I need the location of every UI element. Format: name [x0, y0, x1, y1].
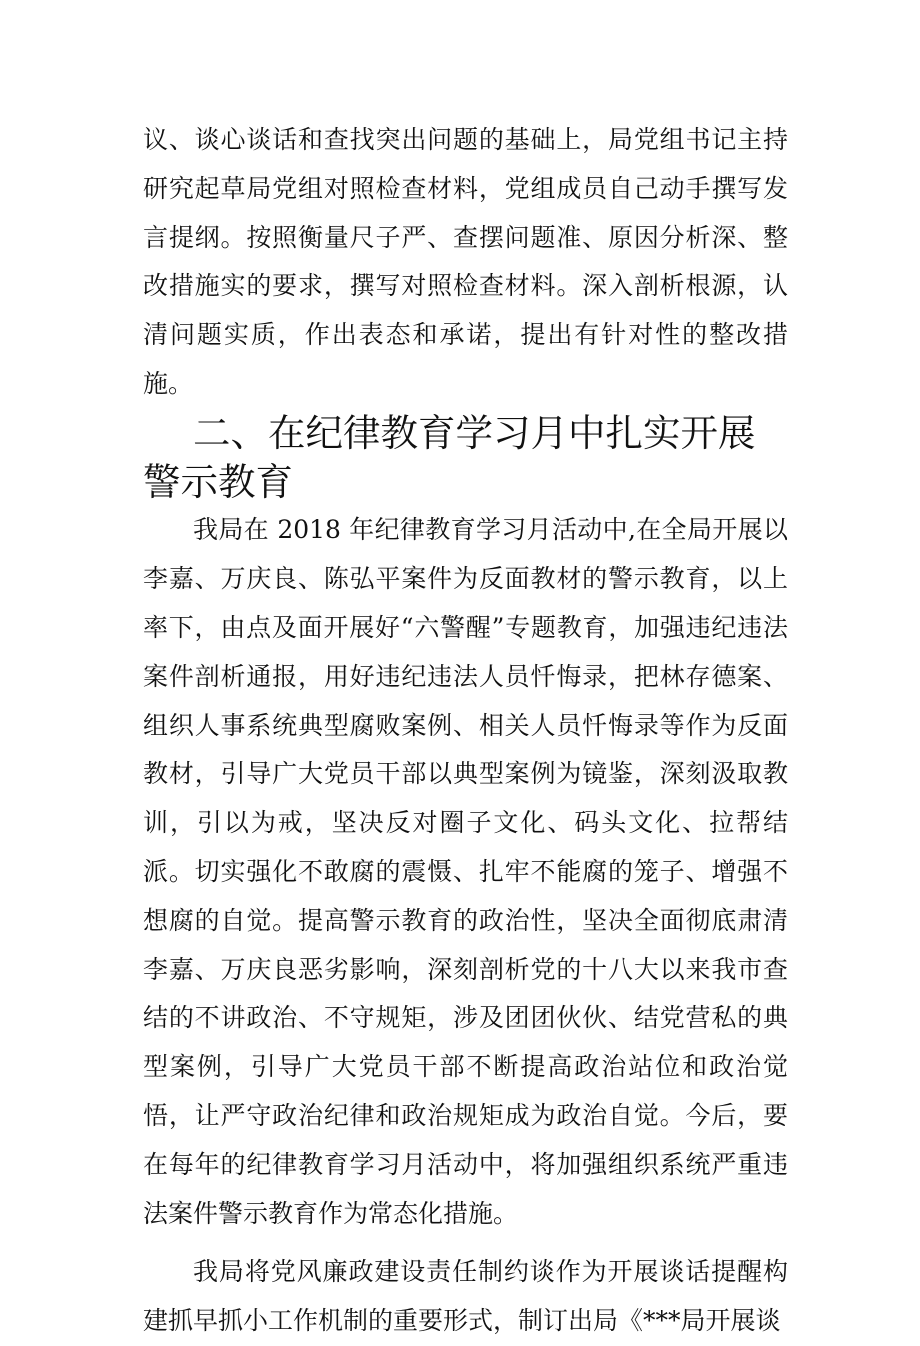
- paragraph-warning-education: 我局在 2018 年纪律教育学习月活动中,在全局开展以李嘉、万庆良、陈弘平案件为反面教材的警示教育，以上率下，由点及面开展好“六警醒”专题教育，加强违纪违法案件剖析通报，用好违纪违法人员忏悔录，把林存德案、组织人事系统典型腐败案例、相关人员忏悔录等作为反面教材，引导广大党员干部以典型案例为镜鉴，深刻汲取教训，引以为戒，坚决反对圈子文化、码头文化、拉帮结派。切实强化不敢腐的震慑、扎牢不能腐的笼子、增强不想腐的自觉。提高警示教育的政治性，坚决全面彻底肃清李嘉、万庆良恶劣影响，深刻剖析党的十八大以来我市查结的不讲政治、不守规矩，涉及团团伙伙、结党营私的典型案例，引导广大党员干部不断提高政治站位和政治觉悟，让严守政治纪律和政治规矩成为政治自觉。今后，要在每年的纪律教育学习月活动中，将加强组织系统严重违法案件警示教育作为常态化措施。: [143, 515, 788, 1228]
- paragraph-talk-reminder: 我局将党风廉政建设责任制约谈作为开展谈话提醒构建抓早抓小工作机制的重要形式，制订出局《***局开展谈: [143, 1257, 788, 1336]
- paragraph-spacer: [143, 1238, 788, 1248]
- document-body: [143, 116, 788, 1346]
- paragraph-continuation: 议、谈心谈话和查找突出问题的基础上，局党组书记主持研究起草局党组对照检查材料，党组成员自己动手撰写发言提纲。按照衡量尺子严、查摆问题准、原因分析深、整改措施实的要求，撰写对照检查材料。深入剖析根源，认清问题实质，作出表态和承诺，提出有针对性的整改措施。: [143, 125, 788, 398]
- section-heading: 二、在纪律教育学习月中扎实开展警示教育: [143, 410, 756, 504]
